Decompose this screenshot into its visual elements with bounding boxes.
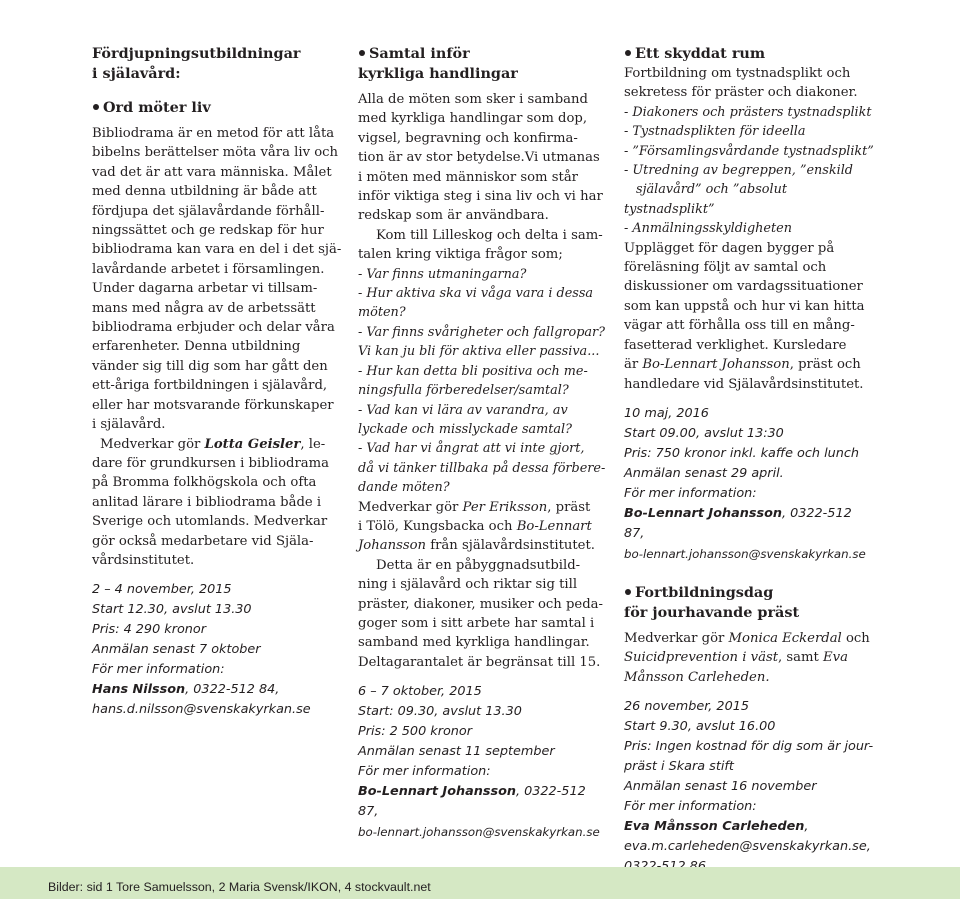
course-intro: Fortbildning om tystnadsplikt och sekretess för präster och diakoner. [624,66,858,101]
contact-2: Eva Månsson Carleheden, eva.m.carleheden@svenskakyrkan.se, [624,819,871,855]
contact-email[interactable]: hans.d.nilsson@svenskakyrkan.se [92,702,311,718]
course-info-2: 26 november, 2015 Start 9.30, avslut 16.00 Pris: Ingen kostnad för dig som är jour- präst i Skara stift Anmälan senast 16 november För mer information: [624,699,874,815]
course-title: Ord möter liv [92,98,342,118]
contact: Hans Nilsson, 0322-512 84, hans.d.nilsson@svenskakyrkan.se [92,682,311,718]
course-leaders: Medverkar gör Lotta Geisler, le- dare för grundkursen i bibliodrama på Bromma folkhögskola och ofta anlitad lärare i bibliodrama både i Sverige och utomlands. Medverkar gör också medarbetare vid Själa- vårdsinstitutet. [92,436,330,568]
course-invite: Kom till Lilleskog och delta i sam- talen kring viktiga frågor som; [358,227,603,263]
column-bibliodrama [92,44,342,720]
contact: Bo-Lennart Johansson, 0322-512 87, bo-lennart.johansson@svenskakyrkan.se [624,505,866,561]
course-leaders: Medverkar gör Per Eriksson, präst i Tölö, Kungsbacka och Bo-Lennart Johansson från själavårdsinstitutet. [358,499,595,554]
contact: Bo-Lennart Johansson, 0322-512 87, bo-lennart.johansson@svenskakyrkan.se [358,784,600,840]
course-info: 2 – 4 november, 2015 Start 12.30, avslut 13.30 Pris: 4 290 kronor Anmälan senast 7 oktober För mer information: [92,582,261,678]
contact-email[interactable]: bo-lennart.johansson@svenskakyrkan.se [624,546,866,561]
section-heading: Fördjupningsutbildningar i själavård: [92,45,301,82]
course-description: Upplägget för dagen bygger på föreläsning följt av samtal och diskussioner om vardagssituationer som kan uppstå och hur vi kan hitta vägar att förhålla oss till en mång- fasetterad verklighet. Kursledare är Bo-Lennart Johansson, präst och handledare vid Själavårdsinstitutet. [624,240,865,392]
column-samtal [358,44,608,843]
contact-email[interactable]: bo-lennart.johansson@svenskakyrkan.se [358,825,600,840]
topic-list: - Diakoners och prästers tystnadsplikt - Tystnadsplikten för ideella - ”Församlingsvårdande tystnadsplikt” - Utredning av begreppen, ”enskild själavård” och ”absolut tystnadsplikt” - Anmälningsskyldigheten [624,104,874,237]
course-info: 10 maj, 2016 Start 09.00, avslut 13:30 Pris: 750 kronor inkl. kaffe och lunch Anmälan senast 29 april. För mer information: [624,405,860,501]
course-title: Samtal inför kyrkliga handlingar [358,45,518,82]
course-description: Bibliodrama är en metod för att låta bibelns berättelser möta våra liv och vad det är att vara människa. Målet med denna utbildning är både att fördjupa det själavårdande förhåll- ningssättet och ge redskap för hur bibliodrama kan vara en del i det sjä- lavårdande arbetet i församlingen. [92,126,342,277]
bullet-icon [93,104,99,110]
bullet-icon [625,50,631,56]
course-target: Detta är en påbyggnadsutbild- ning i själavård och riktar sig till präster, diakoner, musiker och peda- goger som i sitt arbete har samtal i samband med kyrkliga handlingar. Deltagarantalet är begränsat till 15. [358,557,603,670]
course-title: Ett skyddat rum [624,44,874,64]
contact-email[interactable]: eva.m.carleheden@svenskakyrkan.se, [624,839,871,855]
course-description-2: Under dagarna arbetar vi tillsam- mans med några av de arbetssätt bibliodrama erbjuder och delar våra erfarenheter. Denna utbildning vänder sig till dig som har gått den ett-åriga fortbildningen i själavård, eller har motsvarande förkunskaper i själavård. [92,281,335,433]
photo-credits: Bilder: sid 1 Tore Samuelsson, 2 Maria Svensk/IKON, 4 stockvault.net [48,880,431,894]
question-list: - Var finns utmaningarna? - Hur aktiva ska vi våga vara i dessa möten? - Var finns svårigheter och fallgropar? Vi kan ju bli för aktiva eller passiva... - Hur kan detta bli positiva och me- ningsfulla förberedelser/samtal? - Vad kan vi lära av varandra, av lyckade och misslyckade samtal? - Vad har vi ångrat att vi inte gjort, då vi tänker tillbaka på dessa förbere- dande möten? [358,266,606,496]
course-title-2: Fortbildningsdag för jourhavande präst [624,583,800,621]
course-description: Alla de möten som sker i samband med kyrkliga handlingar som dop, vigsel, begravning och konfirma- tion är av stor betydelse.Vi utmanas i möten med människor som står inför viktiga steg i sina liv och vi har redskap som är användbara. [358,92,603,224]
course-info: 6 – 7 oktober, 2015 Start: 09.30, avslut 13.30 Pris: 2 500 kronor Anmälan senast 11 september För mer information: [358,684,555,780]
course-leaders: Medverkar gör Monica Eckerdal och Suicidprevention i väst, samt Eva Månsson Carleheden. [624,630,870,685]
bullet-icon [359,50,365,56]
column-tystnadsplikt [624,44,874,877]
bullet-icon [625,589,631,595]
